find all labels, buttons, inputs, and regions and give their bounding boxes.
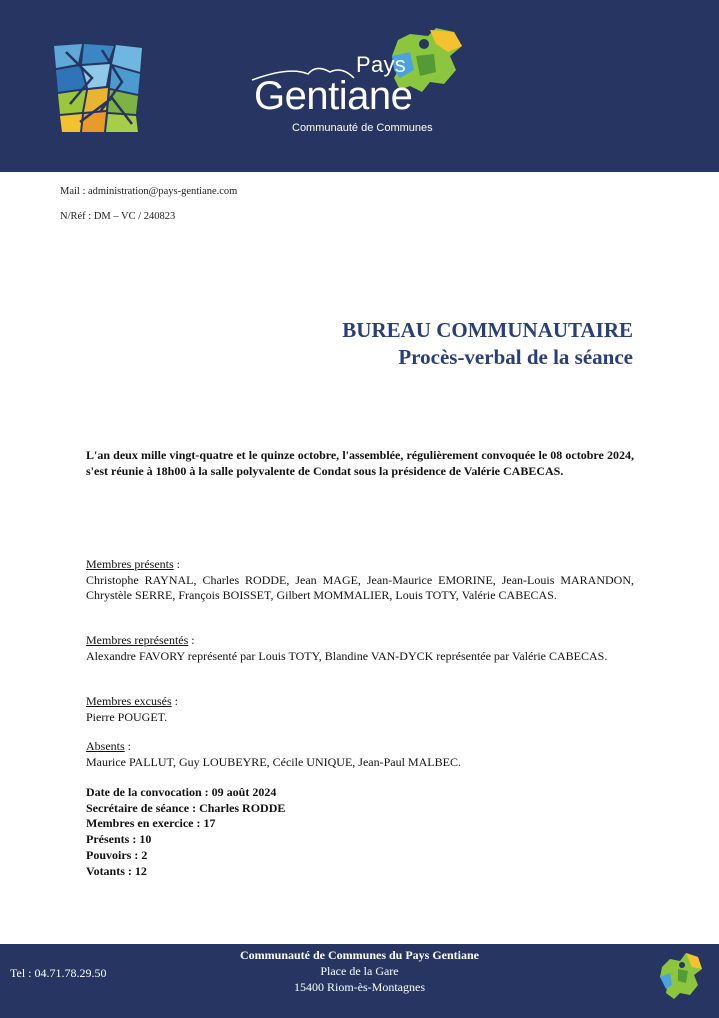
footer-address-line-2: 15400 Riom-ès-Montagnes — [294, 980, 425, 994]
section-text: Alexandre FAVORY représenté par Louis TOTY, Blandine VAN-DYCK représentée par Valérie CABECAS. — [86, 648, 608, 663]
present-count: Présents : 10 — [86, 832, 152, 847]
document-subtitle: Procès-verbal de la séance — [398, 345, 633, 369]
mosaic-logo — [52, 42, 144, 134]
brand-name: Gentiane — [254, 74, 413, 118]
intro-paragraph: L'an deux mille vingt-quatre et le quinze octobre, l'assemblée, régulièrement convoquée le 08 octobre 2024, s'est réunie à 18h00 à la salle polyvalente de Condat sous la présidence de Valérie CABECAS. — [86, 448, 634, 478]
voters-count: Votants : 12 — [86, 863, 147, 878]
section-label: Membres excusés — [86, 694, 172, 708]
footer-organization: Communauté de Communes du Pays Gentiane — [239, 948, 479, 962]
reference-line: N/Réf : DM – VC / 240823 — [60, 211, 176, 222]
section-label: Absents — [86, 739, 125, 753]
section-separator: : — [188, 633, 195, 647]
section-separator: : — [124, 739, 132, 753]
section-separator: : — [173, 557, 180, 571]
meeting-summary — [86, 785, 634, 879]
brand-subtitle: Communauté de Communes — [292, 122, 433, 134]
members-in-office: Membres en exercice : 17 — [86, 816, 216, 831]
convocation-date: Date de la convocation : 09 août 2024 — [86, 785, 277, 799]
brand-pays: Pays — [356, 52, 407, 77]
document-title: BUREAU COMMUNAUTAIRE — [342, 318, 633, 342]
pays-gentiane-logo — [250, 26, 470, 138]
footer-telephone: Tel : 04.71.78.29.50 — [10, 966, 107, 980]
footer-address-line-1: Place de la Gare — [320, 964, 399, 978]
section-text: Christophe RAYNAL, Charles RODDE, Jean MAGE, Jean-Maurice EMORINE, Jean-Louis MARANDON, Chrystèle SERRE, François BOISSET, Gilbert MOMMALIER, Louis TOTY, Valérie CABECAS. — [86, 572, 634, 602]
section-label: Membres représentés — [86, 633, 189, 647]
section-represented-members — [86, 633, 634, 664]
section-label: Membres présents — [86, 557, 174, 571]
mail-line: Mail : administration@pays-gentiane.com — [60, 186, 238, 197]
proxies-count: Pouvoirs : 2 — [86, 847, 148, 862]
section-text: Maurice PALLUT, Guy LOUBEYRE, Cécile UNIQUE, Jean-Paul MALBEC. — [86, 754, 461, 769]
section-excused-members — [86, 694, 634, 725]
footer-map-logo — [656, 949, 706, 1001]
section-present-members — [86, 557, 634, 604]
header-band — [0, 0, 719, 172]
session-secretary: Secrétaire de séance : Charles RODDE — [86, 800, 286, 815]
footer-band — [0, 944, 719, 1018]
section-text: Pierre POUGET. — [86, 709, 168, 724]
section-separator: : — [171, 694, 178, 708]
section-absent-members — [86, 739, 634, 770]
